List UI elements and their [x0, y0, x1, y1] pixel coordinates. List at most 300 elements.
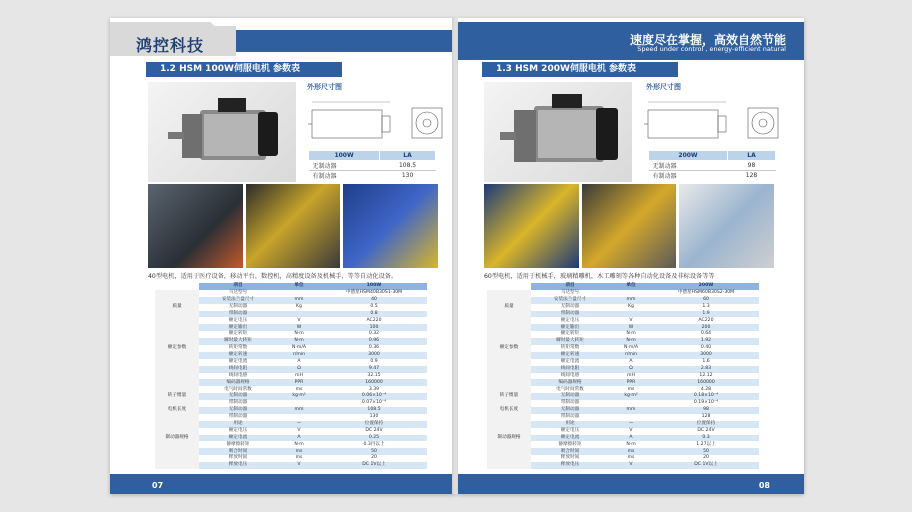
parameter-group-cell	[487, 400, 531, 407]
parameter-group-cell	[155, 379, 199, 386]
parameter-item-cell: 额定转速	[199, 352, 277, 359]
parameter-unit-cell: Kg	[628, 303, 634, 309]
parameter-value-cell: 98	[653, 407, 759, 414]
parameter-value-cell: 160000	[653, 379, 759, 386]
parameter-row	[487, 379, 759, 386]
parameter-value-cell: 40	[321, 297, 427, 304]
parameter-value-cell: 0.06×10⁻⁴	[321, 393, 427, 400]
parameter-row	[487, 386, 759, 393]
parameter-row	[155, 317, 427, 324]
parameter-group-cell	[155, 441, 199, 448]
parameter-row	[487, 428, 759, 435]
parameter-row	[155, 345, 427, 352]
parameter-row	[155, 455, 427, 462]
parameter-value-cell: 1.27以上	[696, 441, 716, 447]
parameter-group-cell	[487, 414, 531, 421]
parameter-row	[155, 359, 427, 366]
parameter-unit-cell: mH	[627, 372, 635, 378]
parameter-value-cell: AC220	[698, 317, 714, 323]
parameter-row	[487, 352, 759, 359]
parameter-item-cell: 静摩擦转矩	[558, 441, 582, 447]
parameter-header-cell: 100W	[321, 283, 427, 290]
parameter-value-cell: 0.9	[370, 358, 378, 364]
parameter-group-cell	[155, 324, 199, 331]
parameter-group-cell: 制动器规格	[155, 435, 199, 442]
spec-header: 200W	[649, 151, 728, 161]
parameter-value-cell: 1.9	[653, 311, 759, 318]
parameter-unit-cell: Ω	[609, 366, 653, 373]
parameter-value-cell: 0.19×10⁻⁴	[693, 400, 719, 406]
parameter-item-cell: 电气时间常数	[556, 386, 584, 392]
parameter-unit-cell: PPR	[609, 379, 653, 386]
parameter-group-cell: 转子惯量	[155, 393, 199, 400]
parameter-unit-cell: mm	[277, 407, 321, 414]
parameter-row	[155, 352, 427, 359]
parameter-value-cell: 20	[371, 455, 377, 461]
parameter-group-cell	[487, 462, 531, 469]
parameter-value-cell: DC 24V	[365, 427, 383, 433]
parameter-item-cell: 安装法兰盘尺寸	[531, 297, 609, 304]
parameter-group-cell	[155, 352, 199, 359]
parameter-row	[487, 317, 759, 324]
parameter-unit-cell: V	[629, 427, 633, 433]
parameter-row	[487, 414, 759, 421]
parameter-value-cell: 0.8	[321, 311, 427, 318]
parameter-unit-cell: W	[609, 324, 653, 331]
parameter-item-cell: 释放电压	[531, 462, 609, 469]
parameter-value-cell: 位置保持	[653, 421, 759, 428]
parameter-value-cell: 100	[321, 324, 427, 331]
parameter-value-cell: 108.5	[321, 407, 427, 414]
parameter-row	[487, 304, 759, 311]
parameter-unit-cell: V	[297, 427, 301, 433]
spec-label: 无制动器	[309, 161, 380, 171]
parameter-group-cell	[155, 400, 199, 407]
parameter-row	[155, 414, 427, 421]
parameter-value-cell: 0.25	[321, 435, 427, 442]
parameter-value-cell: 0.3円以上	[363, 441, 385, 447]
parameter-row	[487, 331, 759, 338]
parameter-row	[155, 290, 427, 297]
parameter-row	[155, 373, 427, 380]
parameter-unit-cell: A	[609, 435, 653, 442]
parameter-row	[487, 373, 759, 380]
parameter-unit-cell: mH	[295, 372, 303, 378]
parameter-item-cell: 无制动器	[199, 393, 277, 400]
parameter-unit-cell: N·m	[294, 331, 304, 337]
parameter-value-cell: 60	[653, 297, 759, 304]
parameter-row	[155, 304, 427, 311]
parameter-group-cell	[487, 297, 531, 304]
section-title: 1.3 HSM 200W伺服电机 参数表	[482, 62, 678, 77]
parameter-value-cell: AC220	[366, 317, 382, 323]
robot-arm-welding-photo	[148, 184, 243, 268]
parameter-unit-cell: PPR	[277, 379, 321, 386]
parameter-row	[487, 407, 759, 414]
parameter-group-cell	[155, 359, 199, 366]
parameter-row	[487, 366, 759, 373]
parameter-unit-cell: A	[277, 435, 321, 442]
parameter-unit-cell: ms	[277, 448, 321, 455]
parameter-item-cell: 额定输出	[199, 324, 277, 331]
parameter-value-cell: 12.12	[699, 372, 713, 378]
spec-label: 有制动器	[649, 171, 728, 181]
parameter-value-cell: 中德星HSM40B30S1-30M	[345, 290, 403, 296]
parameter-value-cell: 128	[701, 414, 711, 420]
parameter-group-cell: 转子惯量	[487, 393, 531, 400]
gantry-robot-photo	[679, 184, 774, 268]
parameter-value-cell: 位置保持	[321, 421, 427, 428]
page-number: 08	[758, 481, 770, 490]
dimension-drawing-title: 外形尺寸图	[646, 83, 681, 91]
parameter-group-cell	[155, 448, 199, 455]
parameter-item-cell: 无制动器	[199, 407, 277, 414]
parameter-unit-cell: N·m/A	[291, 345, 307, 351]
robot-arm-blue-photo	[343, 184, 438, 268]
parameter-item-cell: 编码器规格	[199, 379, 277, 386]
parameter-row	[155, 435, 427, 442]
application-description: 60型电机，适用于机械手，玻璃精雕机，木工雕刻等各种自动化设备及非标设备等等	[484, 273, 715, 280]
parameter-value-cell: 中德星HSM60B30S2-30M	[677, 290, 735, 296]
page-header	[458, 18, 804, 58]
parameter-item-cell: 瞬时最大转矩	[531, 338, 609, 345]
parameter-unit-cell: mm	[277, 297, 321, 304]
parameter-item-cell: 吸合时间	[531, 448, 609, 455]
robot-arm-yellow-large-photo	[582, 184, 677, 268]
brand-name: 鸿控科技	[136, 36, 205, 55]
parameter-header-cell: 200W	[653, 283, 759, 290]
parameter-table	[487, 283, 759, 469]
parameter-unit-cell	[609, 400, 653, 407]
parameter-header-row	[487, 283, 759, 290]
parameter-row	[487, 462, 759, 469]
parameter-unit-cell: A	[629, 358, 633, 364]
parameter-group-cell	[487, 441, 531, 448]
parameter-row	[155, 379, 427, 386]
parameter-row	[487, 324, 759, 331]
parameter-item-cell: 电气时间常数	[224, 386, 252, 392]
parameter-row	[155, 311, 427, 318]
parameter-row	[155, 400, 427, 407]
parameter-value-cell: DC 1V以上	[653, 462, 759, 469]
spec-header: LA	[727, 151, 775, 161]
parameter-group-cell: 额定参数	[487, 345, 531, 352]
application-description: 40型电机，适用于医疗设备，移动平台，数控机，高精度设备及机械手，等等自动化设备。	[148, 273, 398, 280]
parameter-item-cell: 安装法兰盘尺寸	[199, 297, 277, 304]
parameter-header-cell: 项目	[199, 283, 277, 290]
parameter-item-cell: 额定输出	[531, 324, 609, 331]
parameter-item-cell: 额定电流	[199, 435, 277, 442]
parameter-item-cell: 无制动器	[531, 393, 609, 400]
parameter-unit-cell: ms	[627, 386, 635, 392]
parameter-group-cell: 额定参数	[155, 345, 199, 352]
parameter-group-cell: 质量	[155, 304, 199, 311]
parameter-unit-cell: ms	[295, 386, 303, 392]
parameter-row	[487, 400, 759, 407]
robot-arm-yellow-photo	[246, 184, 341, 268]
parameter-unit-cell: ms	[627, 455, 635, 461]
parameter-value-cell: 0.5	[370, 303, 378, 309]
parameter-item-cell: 额定转矩	[560, 331, 580, 337]
parameter-row	[155, 324, 427, 331]
parameter-group-cell	[487, 331, 531, 338]
parameter-item-cell: 额定电压	[560, 317, 580, 323]
group-header-cell	[487, 283, 531, 290]
parameter-row	[155, 448, 427, 455]
parameter-row	[155, 428, 427, 435]
parameter-group-cell	[487, 366, 531, 373]
parameter-row	[487, 359, 759, 366]
parameter-group-cell	[155, 297, 199, 304]
parameter-item-cell: 带制动器	[228, 400, 248, 406]
parameter-group-cell: 电机长度	[155, 407, 199, 414]
parameter-unit-cell: Kg	[296, 303, 302, 309]
parameter-unit-cell: r/min	[277, 352, 321, 359]
parameter-unit-cell: N·m	[609, 338, 653, 345]
parameter-unit-cell	[609, 290, 653, 297]
parameter-item-cell: 带制动器	[560, 400, 580, 406]
length-spec-table	[648, 150, 776, 180]
parameter-item-cell: 吸合时间	[199, 448, 277, 455]
parameter-value-cell: 2.83	[653, 366, 759, 373]
parameter-row	[155, 366, 427, 373]
parameter-group-cell	[487, 311, 531, 318]
application-photos	[484, 184, 774, 268]
parameter-row	[155, 338, 427, 345]
parameter-unit-cell	[277, 311, 321, 318]
parameter-group-cell	[487, 455, 531, 462]
parameter-value-cell: 20	[703, 455, 709, 461]
parameter-value-cell: DC 1V以上	[321, 462, 427, 469]
parameter-unit-cell: kg·m²	[609, 393, 653, 400]
parameter-value-cell: 160000	[321, 379, 427, 386]
parameter-item-cell: 额定电流	[228, 358, 248, 364]
parameter-item-cell: 无制动器	[560, 303, 580, 309]
parameter-value-cell: 1.3	[702, 303, 710, 309]
parameter-item-cell: 用途	[531, 421, 609, 428]
brochure-page-right	[458, 18, 804, 494]
parameter-unit-cell: V	[297, 317, 301, 323]
parameter-value-cell: DC 24V	[697, 427, 715, 433]
spec-header: 100W	[309, 151, 380, 161]
parameter-value-cell: 32.15	[367, 372, 381, 378]
parameter-row	[487, 435, 759, 442]
parameter-row	[155, 297, 427, 304]
parameter-unit-cell: —	[609, 421, 653, 428]
parameter-group-cell	[155, 373, 199, 380]
parameter-unit-cell: V	[629, 317, 633, 323]
parameter-value-cell: 0.40	[700, 345, 712, 351]
parameter-value-cell: 1.6	[702, 358, 710, 364]
parameter-value-cell: 3000	[653, 352, 759, 359]
parameter-unit-cell: V	[609, 462, 653, 469]
parameter-item-cell: 无制动器	[531, 407, 609, 414]
parameter-group-cell: 质量	[487, 304, 531, 311]
parameter-unit-cell: mm	[609, 297, 653, 304]
parameter-item-cell: 转矩常数	[228, 345, 248, 351]
parameter-item-cell: 用途	[199, 421, 277, 428]
parameter-group-cell: 制动器规格	[487, 435, 531, 442]
parameter-header-cell: 项目	[531, 283, 609, 290]
parameter-group-cell: 电机长度	[487, 407, 531, 414]
parameter-header-cell: 单位	[277, 283, 321, 290]
dimension-drawing	[308, 94, 446, 148]
parameter-item-cell: 马达型号	[228, 290, 248, 296]
parameter-group-cell	[487, 379, 531, 386]
parameter-item-cell: 额定电压	[228, 317, 248, 323]
parameter-value-cell: 200	[653, 324, 759, 331]
parameter-unit-cell: A	[297, 358, 301, 364]
brochure-page-left	[110, 18, 456, 494]
parameter-unit-cell: N·m	[294, 441, 304, 447]
slogan-english: Speed under control , energy-efficient natural	[637, 45, 786, 53]
parameter-value-cell: 0.96	[321, 338, 427, 345]
parameter-table	[155, 283, 427, 469]
page-number: 07	[152, 481, 164, 490]
slogan: 速度尽在掌握，高效自然节能	[629, 33, 786, 47]
parameter-unit-cell: ms	[295, 455, 303, 461]
dimension-drawing-title: 外形尺寸图	[307, 83, 342, 91]
parameter-group-cell	[155, 290, 199, 297]
parameter-group-cell	[487, 352, 531, 359]
parameter-row	[487, 311, 759, 318]
parameter-item-cell: 线间电感	[560, 372, 580, 378]
parameter-unit-cell: Ω	[277, 366, 321, 373]
parameter-value-cell: 0.36	[368, 345, 380, 351]
parameter-group-cell	[487, 338, 531, 345]
parameter-group-cell	[155, 331, 199, 338]
parameter-item-cell: 瞬时最大转矩	[199, 338, 277, 345]
parameter-item-cell: 静摩擦转矩	[226, 441, 250, 447]
spec-value: 128	[727, 171, 775, 181]
parameter-item-cell: 带制动器	[560, 414, 580, 420]
parameter-item-cell: 无制动器	[228, 303, 248, 309]
parameter-unit-cell	[609, 414, 653, 421]
parameter-item-cell: 释放时间	[228, 455, 248, 461]
parameter-row	[155, 331, 427, 338]
parameter-item-cell: 额定电压	[560, 427, 580, 433]
parameter-item-cell: 带制动器	[531, 311, 609, 318]
parameter-value-cell: 0.3	[653, 435, 759, 442]
parameter-row	[487, 338, 759, 345]
parameter-group-cell	[155, 455, 199, 462]
parameter-group-cell	[155, 421, 199, 428]
parameter-item-cell: 额定电流	[560, 358, 580, 364]
parameter-row	[487, 290, 759, 297]
spec-label: 无制动器	[649, 161, 728, 171]
parameter-row	[487, 345, 759, 352]
robot-palletizer-yellow-photo	[484, 184, 579, 268]
parameter-unit-cell: W	[277, 324, 321, 331]
parameter-item-cell: 线间电阻	[199, 366, 277, 373]
parameter-item-cell: 线间电感	[228, 372, 248, 378]
parameter-item-cell: 带制动器	[199, 311, 277, 318]
parameter-group-cell	[155, 338, 199, 345]
parameter-header-row	[155, 283, 427, 290]
parameter-group-cell	[487, 324, 531, 331]
servo-motor-photo	[484, 82, 632, 182]
parameter-item-cell: 额定电流	[531, 435, 609, 442]
parameter-unit-cell: N·m	[626, 441, 636, 447]
parameter-unit-cell: mm	[609, 407, 653, 414]
page-footer	[458, 474, 804, 494]
parameter-unit-cell: —	[277, 421, 321, 428]
parameter-group-cell	[155, 366, 199, 373]
spec-value: 108.5	[380, 161, 436, 171]
parameter-row	[155, 421, 427, 428]
parameter-row	[487, 421, 759, 428]
parameter-header-cell: 单位	[609, 283, 653, 290]
parameter-value-cell: 4.28	[700, 386, 712, 392]
application-photos	[148, 184, 438, 268]
parameter-value-cell: 1.92	[653, 338, 759, 345]
parameter-row	[487, 441, 759, 448]
group-header-cell	[155, 283, 199, 290]
parameter-unit-cell: ms	[609, 448, 653, 455]
parameter-unit-cell: r/min	[609, 352, 653, 359]
parameter-group-cell	[487, 428, 531, 435]
spec-header: LA	[380, 151, 436, 161]
parameter-item-cell: 释放时间	[560, 455, 580, 461]
parameter-group-cell	[487, 359, 531, 366]
parameter-unit-cell	[277, 400, 321, 407]
parameter-value-cell: 0.07×10⁻⁴	[361, 400, 387, 406]
parameter-value-cell: 3000	[321, 352, 427, 359]
parameter-unit-cell: N·m	[626, 331, 636, 337]
parameter-value-cell: 0.64	[700, 331, 712, 337]
parameter-row	[155, 462, 427, 469]
parameter-item-cell: 编码器规格	[531, 379, 609, 386]
parameter-value-cell: 50	[321, 448, 427, 455]
parameter-row	[155, 407, 427, 414]
spec-label: 有制动器	[309, 171, 380, 181]
parameter-unit-cell: N·m/A	[623, 345, 639, 351]
parameter-row	[155, 441, 427, 448]
parameter-value-cell: 3.39	[368, 386, 380, 392]
parameter-item-cell: 额定电压	[228, 427, 248, 433]
parameter-group-cell	[155, 414, 199, 421]
parameter-group-cell	[487, 317, 531, 324]
parameter-item-cell: 马达型号	[560, 290, 580, 296]
parameter-value-cell: 0.18×10⁻⁴	[653, 393, 759, 400]
parameter-value-cell: 0.32	[368, 331, 380, 337]
spec-value: 98	[727, 161, 775, 171]
parameter-unit-cell	[609, 311, 653, 318]
parameter-value-cell: 130	[369, 414, 379, 420]
parameter-item-cell: 线间电阻	[531, 366, 609, 373]
dimension-drawing	[644, 94, 782, 148]
servo-motor-photo	[148, 82, 296, 182]
parameter-unit-cell	[277, 414, 321, 421]
parameter-group-cell	[155, 317, 199, 324]
spec-value: 130	[380, 171, 436, 181]
parameter-item-cell: 额定转矩	[228, 331, 248, 337]
parameter-row	[487, 297, 759, 304]
parameter-row	[155, 386, 427, 393]
parameter-item-cell: 带制动器	[228, 414, 248, 420]
page-header	[110, 18, 456, 58]
parameter-group-cell	[487, 373, 531, 380]
section-title: 1.2 HSM 100W伺服电机 参数表	[146, 62, 342, 77]
parameter-row	[487, 393, 759, 400]
length-spec-table	[308, 150, 436, 180]
parameter-value-cell: 9.47	[321, 366, 427, 373]
parameter-group-cell	[487, 448, 531, 455]
parameter-item-cell: 额定转速	[531, 352, 609, 359]
parameter-group-cell	[155, 311, 199, 318]
parameter-row	[487, 455, 759, 462]
parameter-item-cell: 释放电压	[199, 462, 277, 469]
